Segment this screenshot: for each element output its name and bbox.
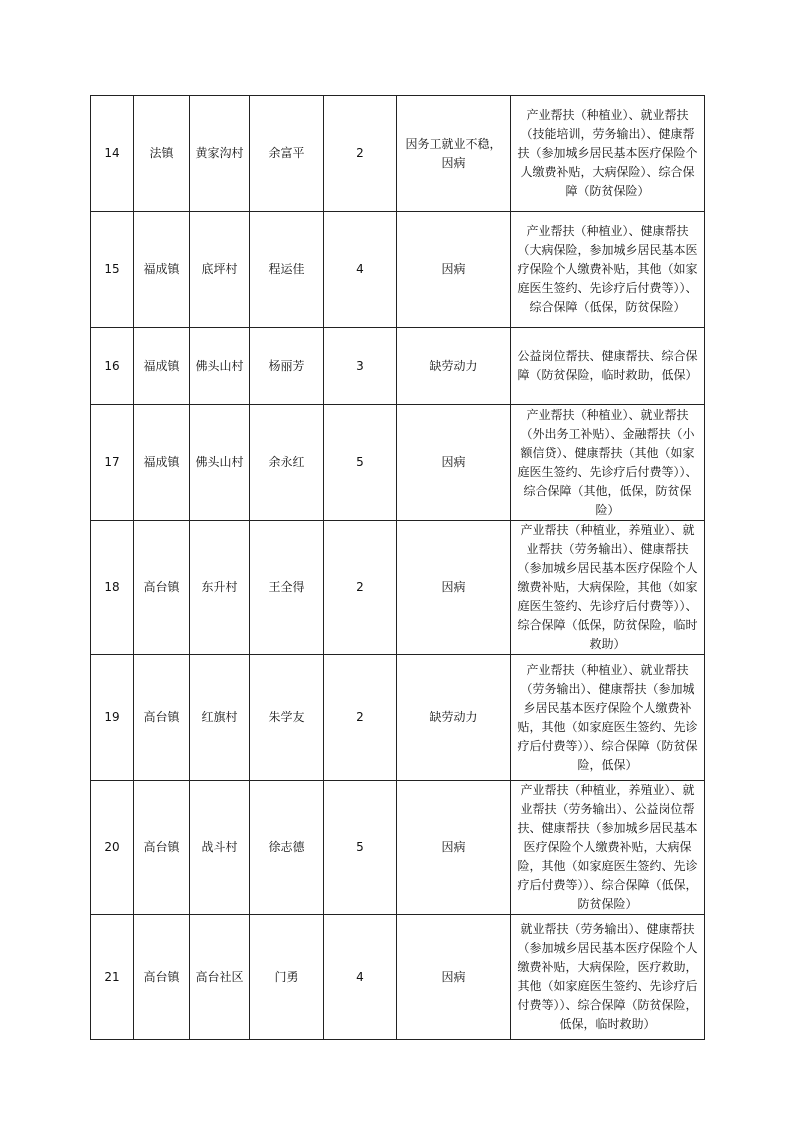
poverty-cause-cell: 因病 <box>397 405 511 521</box>
householder-name-cell: 朱学友 <box>250 655 324 781</box>
poverty-cause-cell: 因病 <box>397 521 511 655</box>
householder-name-cell: 杨丽芳 <box>250 328 324 405</box>
village-cell: 佛头山村 <box>190 405 250 521</box>
assistance-measures-cell: 产业帮扶（种植业）、就业帮扶（技能培训，劳务输出）、健康帮扶（参加城乡居民基本医疗保险个人缴费补贴，大病保险）、综合保障（防贫保险） <box>511 96 705 212</box>
assistance-measures-cell: 就业帮扶（劳务输出）、健康帮扶（参加城乡居民基本医疗保险个人缴费补贴，大病保险，医疗救助，其他（如家庭医生签约、先诊疗后付费等））、综合保障（防贫保险，低保，临时救助） <box>511 915 705 1040</box>
row-number: 15 <box>91 212 134 328</box>
household-size-cell: 3 <box>324 328 397 405</box>
assistance-measures-cell: 公益岗位帮扶、健康帮扶、综合保障（防贫保险，临时救助，低保） <box>511 328 705 405</box>
assistance-measures-cell: 产业帮扶（种植业，养殖业）、就业帮扶（劳务输出）、健康帮扶（参加城乡居民基本医疗保险个人缴费补贴，大病保险，其他（如家庭医生签约、先诊疗后付费等））、综合保障（低保，防贫保险，临时救助） <box>511 521 705 655</box>
assistance-measures-cell: 产业帮扶（种植业）、就业帮扶（外出务工补贴）、金融帮扶（小额信贷）、健康帮扶（其他（如家庭医生签约、先诊疗后付费等））、综合保障（其他，低保，防贫保险） <box>511 405 705 521</box>
town-cell: 高台镇 <box>134 915 190 1040</box>
table-row <box>91 328 705 405</box>
row-number: 18 <box>91 521 134 655</box>
table-row <box>91 915 705 1040</box>
town-cell: 法镇 <box>134 96 190 212</box>
poverty-cause-cell: 缺劳动力 <box>397 328 511 405</box>
village-cell: 红旗村 <box>190 655 250 781</box>
poverty-cause-cell: 因务工就业不稳，因病 <box>397 96 511 212</box>
assistance-measures-cell: 产业帮扶（种植业）、健康帮扶（大病保险，参加城乡居民基本医疗保险个人缴费补贴，其他（如家庭医生签约、先诊疗后付费等））、综合保障（低保，防贫保险） <box>511 212 705 328</box>
village-cell: 战斗村 <box>190 781 250 915</box>
village-cell: 东升村 <box>190 521 250 655</box>
household-size-cell: 2 <box>324 655 397 781</box>
household-size-cell: 4 <box>324 212 397 328</box>
poverty-cause-cell: 因病 <box>397 915 511 1040</box>
row-number: 14 <box>91 96 134 212</box>
poverty-cause-cell: 缺劳动力 <box>397 655 511 781</box>
table-row <box>91 405 705 521</box>
householder-name-cell: 余永红 <box>250 405 324 521</box>
village-cell: 底坪村 <box>190 212 250 328</box>
row-number: 19 <box>91 655 134 781</box>
householder-name-cell: 门勇 <box>250 915 324 1040</box>
householder-name-cell: 王全得 <box>250 521 324 655</box>
household-size-cell: 5 <box>324 781 397 915</box>
village-cell: 佛头山村 <box>190 328 250 405</box>
town-cell: 福成镇 <box>134 405 190 521</box>
town-cell: 福成镇 <box>134 328 190 405</box>
household-size-cell: 5 <box>324 405 397 521</box>
householder-name-cell: 程运佳 <box>250 212 324 328</box>
table-body <box>91 96 705 1040</box>
household-size-cell: 2 <box>324 96 397 212</box>
town-cell: 高台镇 <box>134 781 190 915</box>
row-number: 16 <box>91 328 134 405</box>
assistance-measures-cell: 产业帮扶（种植业，养殖业）、就业帮扶（劳务输出）、公益岗位帮扶、健康帮扶（参加城乡居民基本医疗保险个人缴费补贴，大病保险，其他（如家庭医生签约、先诊疗后付费等））、综合保障（低保，防贫保险） <box>511 781 705 915</box>
table-row <box>91 96 705 212</box>
table-row <box>91 781 705 915</box>
householder-name-cell: 徐志德 <box>250 781 324 915</box>
household-size-cell: 4 <box>324 915 397 1040</box>
poverty-cause-cell: 因病 <box>397 212 511 328</box>
table-row <box>91 655 705 781</box>
household-table <box>90 95 705 1040</box>
assistance-measures-cell: 产业帮扶（种植业）、就业帮扶（劳务输出）、健康帮扶（参加城乡居民基本医疗保险个人缴费补贴，其他（如家庭医生签约、先诊疗后付费等））、综合保障（防贫保险，低保） <box>511 655 705 781</box>
row-number: 20 <box>91 781 134 915</box>
town-cell: 高台镇 <box>134 655 190 781</box>
village-cell: 高台社区 <box>190 915 250 1040</box>
row-number: 17 <box>91 405 134 521</box>
town-cell: 高台镇 <box>134 521 190 655</box>
village-cell: 黄家沟村 <box>190 96 250 212</box>
poverty-cause-cell: 因病 <box>397 781 511 915</box>
row-number: 21 <box>91 915 134 1040</box>
household-size-cell: 2 <box>324 521 397 655</box>
householder-name-cell: 余富平 <box>250 96 324 212</box>
table-row <box>91 212 705 328</box>
town-cell: 福成镇 <box>134 212 190 328</box>
table-row <box>91 521 705 655</box>
